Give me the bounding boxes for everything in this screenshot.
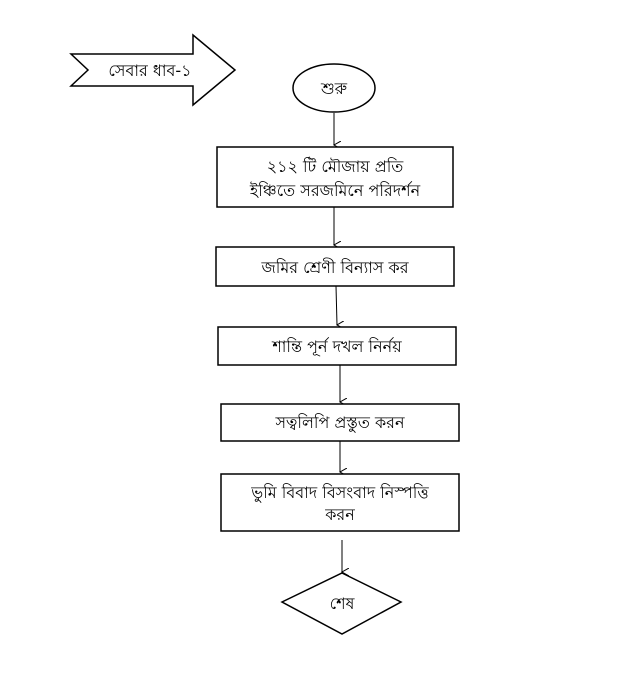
process-label-line-2: ইঞ্চিতে সরজমিনে পরিদর্শন: [249, 181, 421, 200]
process-label-line-1: ভুমি বিবাদ বিসংবাদ নিস্পত্তি: [251, 483, 429, 502]
process-step-1: [217, 147, 453, 207]
end-label: শেষ: [329, 594, 355, 613]
badge-label: সেবার ধাব-১: [108, 61, 192, 80]
service-badge: [71, 35, 235, 105]
process-step-3: [218, 327, 456, 365]
process-step-4: [221, 404, 459, 441]
connector-step2-step3: [336, 286, 337, 325]
process-label-line-1: জমির শ্রেণী বিন্যাস কর: [261, 258, 409, 277]
end-node: [282, 573, 401, 634]
process-step-2: [216, 247, 454, 286]
start-node: [293, 64, 375, 112]
process-label-line-1: শান্তি পূর্ন দখল নির্নয়: [272, 337, 402, 356]
process-label-line-1: সত্বলিপি প্রস্তুত করন: [275, 413, 405, 432]
start-label: শুরু: [320, 79, 348, 98]
process-label-line-2: করন: [325, 505, 355, 524]
process-label-line-1: ২১২ টি মৌজায় প্রতি: [266, 157, 404, 176]
process-step-5: [221, 474, 459, 531]
